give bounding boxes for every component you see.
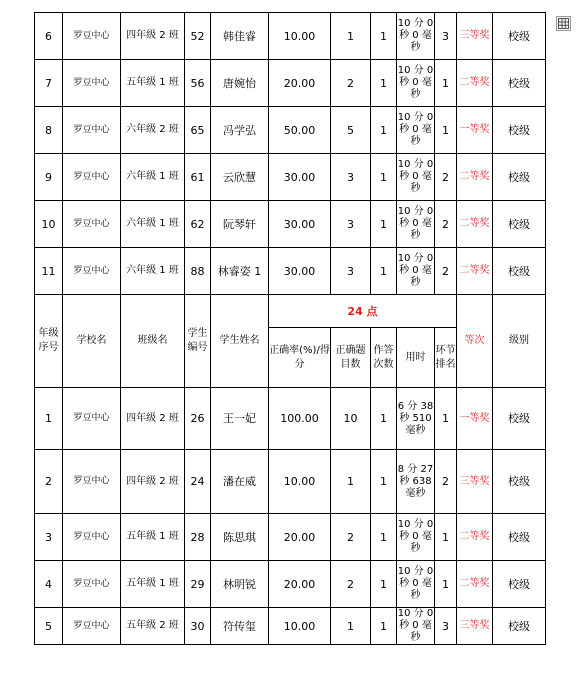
cell-rank: 1: [435, 60, 457, 107]
cell-correct: 10: [331, 388, 371, 450]
table-row: [35, 201, 546, 248]
cell-award: 三等奖: [457, 450, 493, 514]
cell-score: 30.00: [269, 248, 331, 295]
table-row: [35, 561, 546, 608]
header-school: 学校名: [63, 295, 121, 388]
cell-school: 罗豆中心: [63, 514, 121, 561]
cell-student-id: 30: [185, 608, 211, 645]
cell-correct: 2: [331, 60, 371, 107]
header-seq: 年级序号: [35, 295, 63, 388]
cell-student-id: 29: [185, 561, 211, 608]
cell-student-id: 65: [185, 107, 211, 154]
cell-award: 二等奖: [457, 154, 493, 201]
table-row: [35, 13, 546, 60]
cell-level: 校级: [493, 248, 546, 295]
cell-seq: 6: [35, 13, 63, 60]
cell-correct: 1: [331, 13, 371, 60]
cell-level: 校级: [493, 388, 546, 450]
cell-class: 六年级 1 班: [121, 248, 185, 295]
cell-level: 校级: [493, 13, 546, 60]
cell-seq: 2: [35, 450, 63, 514]
results-table: [34, 12, 546, 645]
cell-time: 10 分 0 秒 0 毫秒: [397, 248, 435, 295]
cell-school: 罗豆中心: [63, 608, 121, 645]
cell-attempts: 1: [371, 561, 397, 608]
cell-student-id: 52: [185, 13, 211, 60]
cell-student-name: 韩佳睿: [211, 13, 269, 60]
cell-correct: 1: [331, 450, 371, 514]
cell-award: 一等奖: [457, 107, 493, 154]
cell-rank: 2: [435, 450, 457, 514]
cell-level: 校级: [493, 60, 546, 107]
cell-level: 校级: [493, 514, 546, 561]
cell-score: 20.00: [269, 60, 331, 107]
cell-level: 校级: [493, 201, 546, 248]
cell-rank: 1: [435, 388, 457, 450]
cell-time: 10 分 0 秒 0 毫秒: [397, 60, 435, 107]
cell-attempts: 1: [371, 107, 397, 154]
cell-correct: 2: [331, 561, 371, 608]
header-rank: 环节排名: [435, 328, 457, 388]
cell-class: 六年级 1 班: [121, 154, 185, 201]
header-time: 用时: [397, 328, 435, 388]
cell-level: 校级: [493, 608, 546, 645]
cell-time: 6 分 38 秒 510 毫秒: [397, 388, 435, 450]
cell-student-name: 潘在威: [211, 450, 269, 514]
cell-score: 10.00: [269, 13, 331, 60]
cell-time: 10 分 0 秒 0 毫秒: [397, 561, 435, 608]
cell-seq: 4: [35, 561, 63, 608]
cell-score: 50.00: [269, 107, 331, 154]
cell-score: 30.00: [269, 154, 331, 201]
cell-school: 罗豆中心: [63, 388, 121, 450]
cell-school: 罗豆中心: [63, 154, 121, 201]
cell-level: 校级: [493, 450, 546, 514]
cell-student-id: 24: [185, 450, 211, 514]
cell-attempts: 1: [371, 13, 397, 60]
cell-class: 五年级 1 班: [121, 561, 185, 608]
cell-school: 罗豆中心: [63, 201, 121, 248]
cell-rank: 3: [435, 608, 457, 645]
cell-class: 四年级 2 班: [121, 450, 185, 514]
cell-student-id: 88: [185, 248, 211, 295]
header-student-id: 学生编号: [185, 295, 211, 388]
cell-class: 六年级 2 班: [121, 107, 185, 154]
cell-time: 10 分 0 秒 0 毫秒: [397, 107, 435, 154]
cell-class: 六年级 1 班: [121, 201, 185, 248]
cell-time: 8 分 27 秒 638 毫秒: [397, 450, 435, 514]
table-row: [35, 154, 546, 201]
cell-rank: 1: [435, 107, 457, 154]
cell-student-name: 唐婉怡: [211, 60, 269, 107]
cell-award: 二等奖: [457, 248, 493, 295]
cell-student-name: 阮琴轩: [211, 201, 269, 248]
cell-level: 校级: [493, 561, 546, 608]
cell-rank: 3: [435, 13, 457, 60]
header-award: 等次: [457, 295, 493, 388]
cell-award: 二等奖: [457, 561, 493, 608]
cell-time: 10 分 0 秒 0 毫秒: [397, 154, 435, 201]
cell-score: 10.00: [269, 608, 331, 645]
cell-class: 五年级 1 班: [121, 60, 185, 107]
cell-class: 五年级 1 班: [121, 514, 185, 561]
header-attempts: 作答次数: [371, 328, 397, 388]
table-row: [35, 60, 546, 107]
table-grid-icon[interactable]: [556, 16, 571, 31]
cell-student-id: 56: [185, 60, 211, 107]
cell-student-id: 62: [185, 201, 211, 248]
table-row: [35, 450, 546, 514]
table-row: [35, 248, 546, 295]
cell-school: 罗豆中心: [63, 561, 121, 608]
cell-student-name: 林睿姿 1: [211, 248, 269, 295]
cell-class: 五年级 2 班: [121, 608, 185, 645]
cell-score: 20.00: [269, 561, 331, 608]
table-body-bottom: [35, 388, 546, 645]
cell-student-name: 林明锐: [211, 561, 269, 608]
cell-class: 四年级 2 班: [121, 388, 185, 450]
cell-school: 罗豆中心: [63, 13, 121, 60]
cell-score: 100.00: [269, 388, 331, 450]
cell-time: 10 分 0 秒 0 毫秒: [397, 608, 434, 643]
table-row: [35, 514, 546, 561]
cell-student-name: 王一妃: [211, 388, 269, 450]
cell-student-id: 61: [185, 154, 211, 201]
cell-attempts: 1: [371, 60, 397, 107]
cell-student-id: 28: [185, 514, 211, 561]
cell-student-name: 冯学弘: [211, 107, 269, 154]
cell-student-name: 符传玺: [211, 608, 269, 645]
cell-student-name: 云欣慧: [211, 154, 269, 201]
cell-correct: 1: [331, 608, 371, 645]
cell-level: 校级: [493, 107, 546, 154]
cell-seq: 1: [35, 388, 63, 450]
header-class: 班级名: [121, 295, 185, 388]
cell-time: 10 分 0 秒 0 毫秒: [397, 13, 435, 60]
cell-correct: 5: [331, 107, 371, 154]
cell-student-id: 26: [185, 388, 211, 450]
cell-attempts: 1: [371, 388, 397, 450]
header-event-title: 24 点: [269, 295, 457, 328]
header-score: 正确率(%)/得分: [269, 328, 331, 388]
cell-score: 10.00: [269, 450, 331, 514]
cell-school: 罗豆中心: [63, 248, 121, 295]
header-correct: 正确题目数: [331, 328, 371, 388]
cell-rank: 1: [435, 561, 457, 608]
cell-award: 二等奖: [457, 60, 493, 107]
cell-school: 罗豆中心: [63, 450, 121, 514]
cell-seq: 11: [35, 248, 63, 295]
cell-rank: 1: [435, 514, 457, 561]
header-student-name: 学生姓名: [211, 295, 269, 388]
cell-seq: 7: [35, 60, 63, 107]
cell-school: 罗豆中心: [63, 107, 121, 154]
cell-attempts: 1: [371, 201, 397, 248]
cell-seq: 9: [35, 154, 63, 201]
cell-award: 二等奖: [457, 201, 493, 248]
cell-attempts: 1: [371, 248, 397, 295]
cell-award: 二等奖: [457, 514, 493, 561]
cell-attempts: 1: [371, 608, 397, 645]
cell-attempts: 1: [371, 450, 397, 514]
cell-time: 10 分 0 秒 0 毫秒: [397, 514, 435, 561]
cell-rank: 2: [435, 154, 457, 201]
cell-time: 10 分 0 秒 0 毫秒: [397, 201, 435, 248]
cell-seq: 3: [35, 514, 63, 561]
cell-seq: 8: [35, 107, 63, 154]
cell-award: 三等奖: [457, 608, 493, 645]
cell-class: 四年级 2 班: [121, 13, 185, 60]
header-level: 级别: [493, 295, 546, 388]
cell-attempts: 1: [371, 514, 397, 561]
cell-level: 校级: [493, 154, 546, 201]
cell-correct: 3: [331, 154, 371, 201]
cell-rank: 2: [435, 248, 457, 295]
cell-correct: 2: [331, 514, 371, 561]
cell-rank: 2: [435, 201, 457, 248]
cell-score: 30.00: [269, 201, 331, 248]
table-row: [35, 388, 546, 450]
cell-seq: 5: [35, 608, 63, 645]
cell-award: 一等奖: [457, 388, 493, 450]
cell-score: 20.00: [269, 514, 331, 561]
cell-attempts: 1: [371, 154, 397, 201]
table-body-top: [35, 13, 546, 295]
table-row: [35, 608, 546, 645]
cell-correct: 3: [331, 248, 371, 295]
cell-school: 罗豆中心: [63, 60, 121, 107]
cell-correct: 3: [331, 201, 371, 248]
cell-student-name: 陈思琪: [211, 514, 269, 561]
cell-seq: 10: [35, 201, 63, 248]
table-row: [35, 107, 546, 154]
cell-award: 三等奖: [457, 13, 493, 60]
table-header: [35, 295, 546, 388]
